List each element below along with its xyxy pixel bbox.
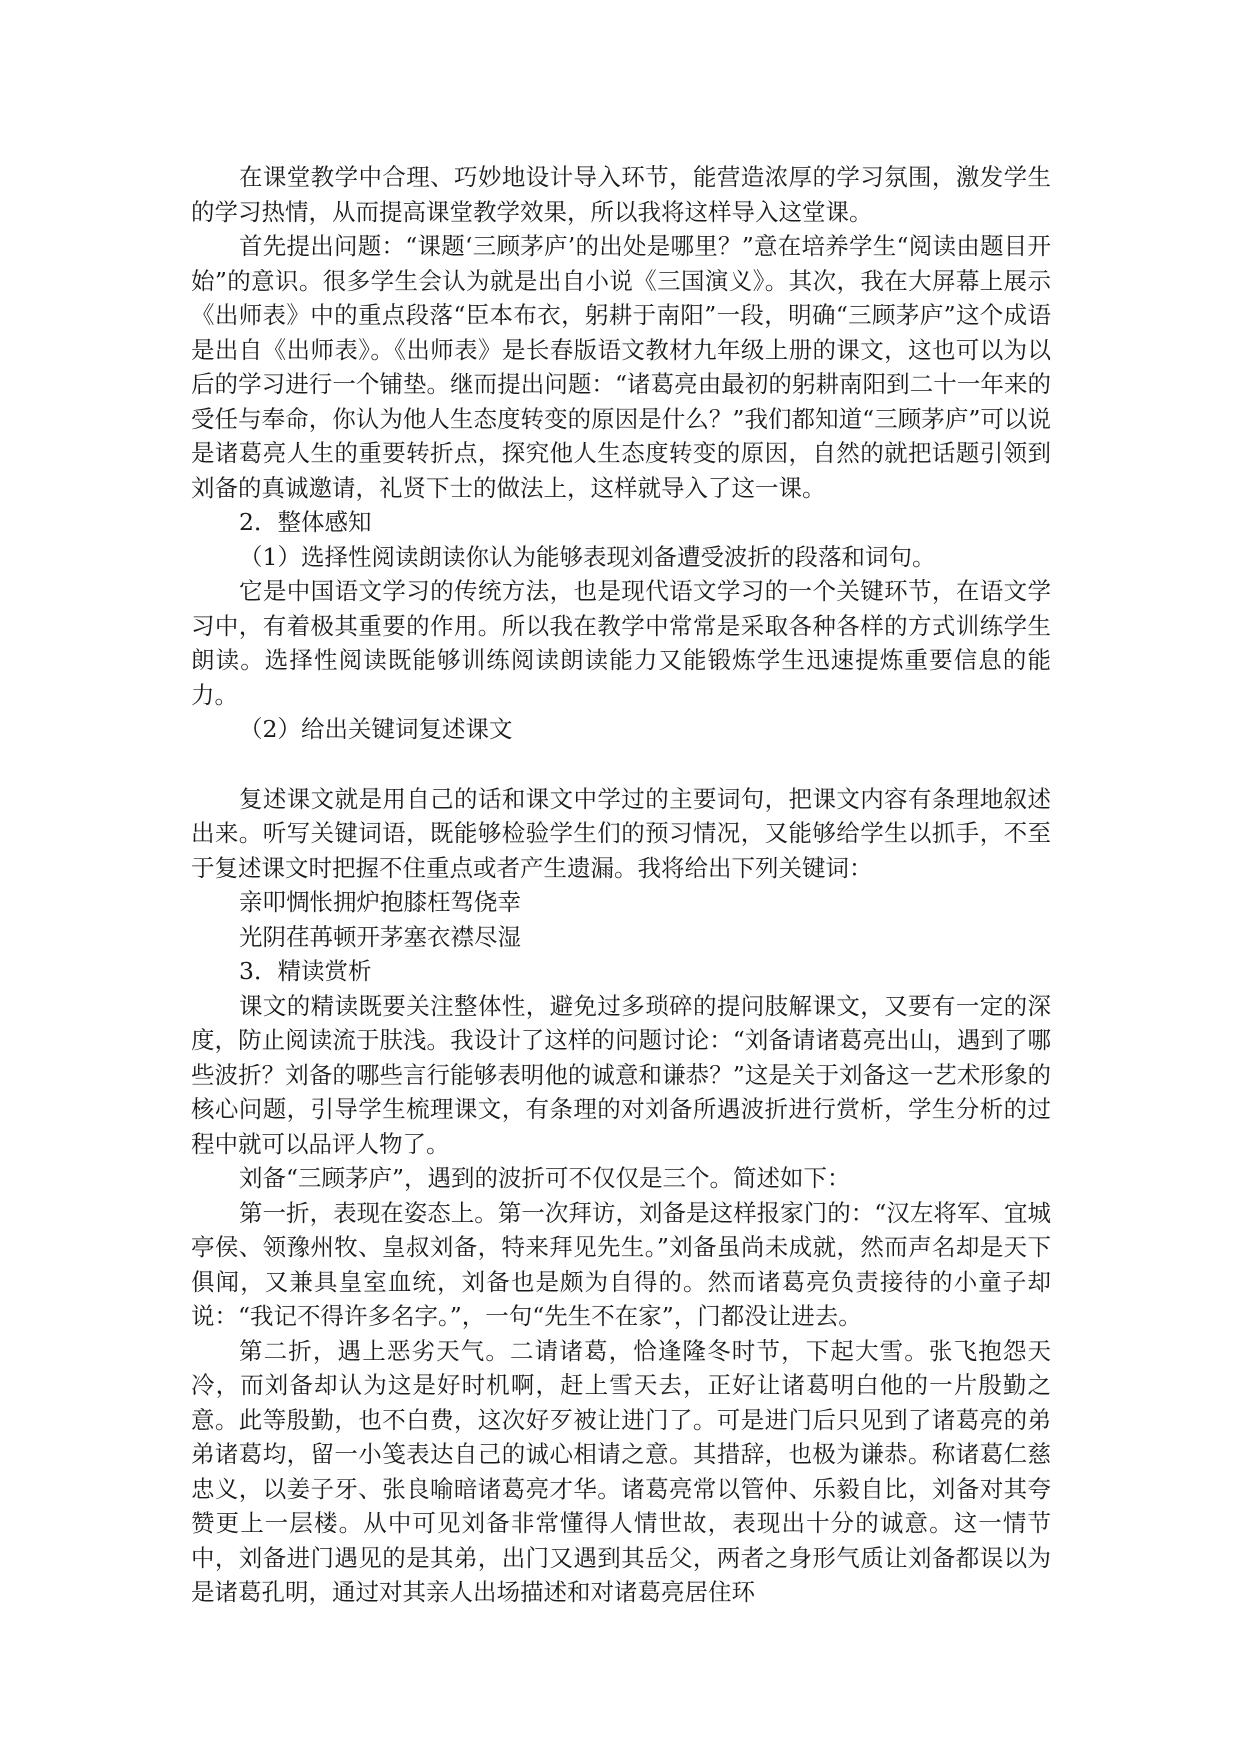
paragraph-reading-method: 它是中国语文学习的传统方法，也是现代语文学习的一个关键环节，在语文学习中，有着极其重要的作用。所以我在教学中常常是采取各种各样的方式训练学生朗读。选择性阅读既能够训练阅读朗读能力又能锻炼学生迅速提炼重要信息的能力。 [191,577,1051,709]
keyword-line-1: 亲叩惆怅拥炉抱膝枉驾侥幸 [239,888,521,916]
paragraph-second-twist: 第二折，遇上恶劣天气。二请诸葛，恰逢隆冬时节，下起大雪。张飞抱怨天冷，而刘备却认为这是好时机啊，赶上雪天去，正好让诸葛明白他的一片殷勤之意。此等殷勤，也不白费，这次好歹被让进门了。可是进门后只见到了诸葛亮的弟弟诸葛均，留一小笺表达自己的诚心相请之意。其措辞，也极为谦恭。称诸葛仁慈忠义，以姜子牙、张良喻暗诸葛亮才华。诸葛亮常以管仲、乐毅自比，刘备对其夸赞更上一层楼。从中可见刘备非常懂得人情世故，表现出十分的诚意。这一情节中，刘备进门遇见的是其弟，出门又遇到其岳父，两者之身形气质让刘备都误以为是诸葛孔明，通过对其亲人出场描述和对诸葛亮居住环 [191,1336,1051,1606]
paragraph-intro: 在课堂教学中合理、巧妙地设计导入环节，能营造浓厚的学习氛围，激发学生的学习热情，从而提高课堂教学效果，所以我将这样导入这堂课。 [191,163,1051,226]
section-heading-overall: 2．整体感知 [239,508,372,536]
subheading-keywords: （2）给出关键词复述课文 [239,715,513,743]
paragraph-question: 首先提出问题：“课题‘三顾茅庐’的出处是哪里？”意在培养学生“阅读由题目开始”的意识。很多学生会认为就是出自小说《三国演义》。其次，我在大屏幕上展示《出师表》中的重点段落“臣本布衣，躬耕于南阳”一段，明确“三顾茅庐”这个成语是出自《出师表》。《出师表》是长春版语文教材九年级上册的课文，这也可以为以后的学习进行一个铺垫。继而提出问题：“诸葛亮由最初的躬耕南阳到二十一年来的受任与奉命，你认为他人生态度转变的原因是什么？”我们都知道“三顾茅庐”可以说是诸葛亮人生的重要转折点，探究他人生态度转变的原因，自然的就把话题引领到刘备的真诚邀请，礼贤下士的做法上，这样就导入了这一课。 [191,232,1051,502]
paragraph-retelling: 复述课文就是用自己的话和课文中学过的主要词句，把课文内容有条理地叙述出来。听写关键词语，既能够检验学生们的预习情况，又能够给学生以抓手，不至于复述课文时把握不住重点或者产生遗漏。我将给出下列关键词： [191,784,1051,882]
paragraph-close-reading: 课文的精读既要关注整体性，避免过多琐碎的提问肢解课文，又要有一定的深度，防止阅读流于肤浅。我设计了这样的问题讨论：“刘备请诸葛亮出山，遇到了哪些波折？刘备的哪些言行能够表明他的诚意和谦恭？”这是关于刘备这一艺术形象的核心问题，引导学生梳理课文，有条理的对刘备所遇波折进行赏析，学生分析的过程中就可以品评人物了。 [191,991,1051,1158]
paragraph-first-twist: 第一折，表现在姿态上。第一次拜访，刘备是这样报家门的：“汉左将军、宜城亭侯、领豫州牧、皇叔刘备，特来拜见先生。”刘备虽尚未成就，然而声名却是天下俱闻，又兼具皇室血统，刘备也是颇为自得的。然而诸葛亮负责接待的小童子却说：“我记不得许多名字。”，一句“先生不在家”，门都没让进去。 [191,1198,1051,1330]
section-heading-close-reading: 3．精读赏析 [239,957,372,985]
document-page [191,160,1051,1610]
keyword-line-2: 光阴荏苒顿开茅塞衣襟尽湿 [239,922,521,951]
blank-line [191,747,1051,782]
subheading-selective-reading: （1）选择性阅读朗读你认为能够表现刘备遭受波折的段落和词句。 [239,542,936,571]
paragraph-twists-summary: 刘备“三顾茅庐”，遇到的波折可不仅仅是三个。简述如下： [239,1164,851,1192]
